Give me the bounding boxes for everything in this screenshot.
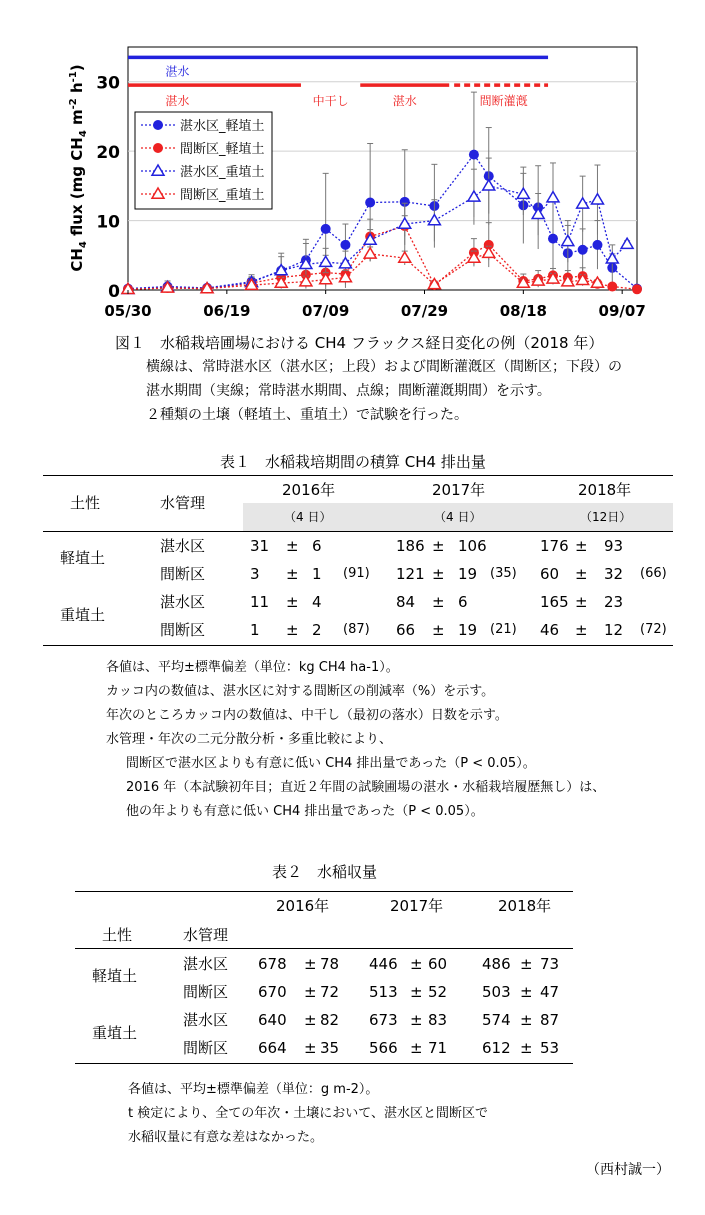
- x-tick-label: 07/09: [302, 302, 350, 320]
- table2-note: 各値は、平均±標準偏差（単位：g m-2）。: [128, 1082, 379, 1097]
- table2-water-label: 間断区: [183, 1039, 229, 1057]
- y-axis-label: $CH_4$ flux (mg $CH_4$ $m^{-2}$ $h^{-1}$): [68, 64, 89, 272]
- table2-sd: 83: [428, 1011, 448, 1029]
- legend-label: 間断区_軽埴土: [180, 142, 265, 157]
- table2-mean: 673: [369, 1011, 398, 1029]
- table2-year-2016: 2016年: [276, 897, 330, 915]
- table1-sd: 32: [604, 565, 624, 583]
- table1-mean: 31: [250, 537, 270, 555]
- data-point: [592, 240, 602, 250]
- x-tick-label: 06/19: [203, 302, 251, 320]
- table2-pm: ±: [410, 983, 423, 1001]
- table2-pm: ±: [410, 1039, 423, 1057]
- table2-sd: 60: [428, 955, 448, 973]
- table1-pm: ±: [575, 593, 588, 611]
- table2-mean: 678: [258, 955, 287, 973]
- data-point: [321, 224, 331, 234]
- table1-pm: ±: [432, 593, 445, 611]
- table2-pm: ±: [410, 1011, 423, 1029]
- table2-mean: 513: [369, 983, 398, 1001]
- table2-sd: 87: [540, 1011, 560, 1029]
- x-tick-label: 05/30: [104, 302, 152, 320]
- table1-water-label: 間断区: [160, 565, 206, 583]
- table1-col-water: 水管理: [160, 494, 206, 512]
- table2-year-2017: 2017年: [390, 897, 444, 915]
- table1-mean: 11: [250, 593, 270, 611]
- table2-sd: 82: [320, 1011, 340, 1029]
- table2-sd: 35: [320, 1039, 340, 1057]
- table1-reduction: (66): [640, 566, 667, 581]
- chart-legend: [135, 112, 272, 209]
- water-period-label: 湛水: [392, 94, 417, 109]
- table1-pm: ±: [286, 593, 299, 611]
- table1-pm: ±: [286, 537, 299, 555]
- table2-sd: 47: [540, 983, 560, 1001]
- table2-note: 水稲収量に有意な差はなかった。: [128, 1130, 324, 1145]
- table1-water-label: 間断区: [160, 621, 206, 639]
- table2-mean: 446: [369, 955, 398, 973]
- table1-mean: 176: [540, 537, 569, 555]
- table1-sd: 1: [312, 565, 322, 583]
- table1-pm: ±: [286, 621, 299, 639]
- table2-pm: ±: [304, 1039, 317, 1057]
- table1-sd: 6: [458, 593, 468, 611]
- table1-mean: 165: [540, 593, 569, 611]
- table1-sd: 19: [458, 621, 478, 639]
- table1-reduction: (35): [490, 566, 517, 581]
- table1-mean: 3: [250, 565, 260, 583]
- table2-pm: ±: [520, 955, 533, 973]
- table2-pm: ±: [410, 955, 423, 973]
- table1-top-rule: [43, 475, 673, 476]
- table1-note: 年次のところカッコ内の数値は、中干し（最初の落水）日数を示す。: [106, 708, 508, 723]
- x-tick-label: 09/07: [598, 302, 646, 320]
- table2-col-water: 水管理: [183, 926, 229, 944]
- table2-pm: ±: [304, 983, 317, 1001]
- table1-sd: 23: [604, 593, 624, 611]
- table2-sd: 53: [540, 1039, 560, 1057]
- table2-mean: 664: [258, 1039, 287, 1057]
- table2-pm: ±: [520, 983, 533, 1001]
- table1-reduction: (21): [490, 622, 517, 637]
- table1-mean: 121: [396, 565, 425, 583]
- table2-sd: 71: [428, 1039, 448, 1057]
- table1-soil-light: 軽埴土: [60, 549, 106, 567]
- table2-sd: 73: [540, 955, 560, 973]
- table1-sd: 93: [604, 537, 624, 555]
- table2-pm: ±: [520, 1011, 533, 1029]
- table1-note: 2016 年（本試験初年目；直近２年間の試験圃場の湛水・水稲栽培履歴無し）は、: [126, 780, 606, 795]
- table1-sd: 19: [458, 565, 478, 583]
- ch4-flux-chart: [0, 0, 705, 330]
- table2-water-label: 間断区: [183, 983, 229, 1001]
- table2-mean: 486: [482, 955, 511, 973]
- table2-pm: ±: [304, 1011, 317, 1029]
- data-point: [365, 198, 375, 208]
- table1-pm: ±: [575, 621, 588, 639]
- legend-label: 湛水区_重埴土: [180, 165, 265, 180]
- table2-mean: 640: [258, 1011, 287, 1029]
- table1-days-2016: （4 日）: [284, 510, 332, 524]
- table1-year-2017: 2017年: [432, 481, 486, 499]
- figure1-note-1: 横線は、常時湛水区（湛水区；上段）および間断灌漑区（間断区；下段）の: [146, 359, 622, 375]
- data-point: [153, 143, 163, 153]
- table1-note: 間断区で湛水区よりも有意に低い CH4 排出量であった（P < 0.05）。: [126, 756, 536, 771]
- table2-water-label: 湛水区: [183, 1011, 229, 1029]
- table1-soil-heavy: 重埴土: [60, 606, 106, 624]
- water-period-label: 間断灌漑: [479, 94, 528, 109]
- table2-mean: 670: [258, 983, 287, 1001]
- table2-soil-heavy: 重埴土: [92, 1024, 138, 1042]
- table1-note: 他の年よりも有意に低い CH4 排出量であった（P < 0.05）。: [126, 804, 484, 819]
- data-point: [548, 234, 558, 244]
- water-period-label: 中干し: [312, 94, 349, 109]
- table1-year-2018: 2018年: [578, 481, 632, 499]
- table1-reduction: (87): [343, 622, 370, 637]
- table1-year-2016: 2016年: [282, 481, 336, 499]
- figure1-note-2: 湛水期間（実線；常時湛水期間、点線；間断灌漑期間）を示す。: [146, 383, 551, 399]
- table1-sd: 2: [312, 621, 322, 639]
- table2-sd: 78: [320, 955, 340, 973]
- table1-sd: 12: [604, 621, 624, 639]
- data-point: [607, 282, 617, 292]
- table1-note: 各値は、平均±標準偏差（単位：kg CH4 ha-1）。: [106, 660, 399, 675]
- table1-col-soil: 土性: [70, 494, 101, 512]
- table1-bottom-rule: [43, 645, 673, 646]
- table2-note: t 検定により、全ての年次・土壌において、湛水区と間断区で: [128, 1106, 488, 1121]
- table2-sd: 72: [320, 983, 340, 1001]
- table2-water-label: 湛水区: [183, 955, 229, 973]
- table2-header-rule: [75, 948, 573, 949]
- table1-sd: 4: [312, 593, 322, 611]
- table1-reduction: (72): [640, 622, 667, 637]
- table1-pm: ±: [432, 537, 445, 555]
- x-tick-label: 07/29: [400, 302, 449, 320]
- y-tick-label: 0: [108, 282, 120, 302]
- table1-note: カッコ内の数値は、湛水区に対する間断区の削減率（%）を示す。: [106, 684, 495, 699]
- table2-bottom-rule: [75, 1063, 573, 1064]
- table1-pm: ±: [432, 621, 445, 639]
- data-point: [469, 150, 479, 160]
- data-point: [340, 240, 350, 250]
- table2-pm: ±: [520, 1039, 533, 1057]
- table2-soil-light: 軽埴土: [92, 967, 138, 985]
- table1-mean: 186: [396, 537, 425, 555]
- table2-top-rule: [75, 891, 573, 892]
- data-point: [578, 245, 588, 255]
- table1-mean: 66: [396, 621, 416, 639]
- table1-days-2018: （12日）: [580, 510, 632, 524]
- x-tick-label: 08/18: [499, 302, 547, 320]
- table2-pm: ±: [304, 955, 317, 973]
- water-period-label: 湛水: [165, 94, 190, 109]
- y-tick-label: 20: [96, 143, 120, 164]
- table1-days-2017: （4 日）: [434, 510, 482, 524]
- legend-label: 湛水区_軽埴土: [180, 119, 265, 134]
- table1-pm: ±: [575, 565, 588, 583]
- table1-mean: 1: [250, 621, 260, 639]
- data-point: [153, 120, 163, 130]
- table1-mean: 84: [396, 593, 416, 611]
- author-credit: （西村誠一）: [586, 1162, 670, 1178]
- table1-mean: 60: [540, 565, 560, 583]
- table1-sd: 106: [458, 537, 487, 555]
- figure1-caption: 図１ 水稲栽培圃場における CH4 フラックス経日変化の例（2018 年）: [115, 334, 604, 352]
- table1-water-label: 湛水区: [160, 593, 206, 611]
- table1-water-label: 湛水区: [160, 537, 206, 555]
- table1-pm: ±: [432, 565, 445, 583]
- table2-mean: 612: [482, 1039, 511, 1057]
- table1-header-rule: [43, 531, 673, 532]
- table2-mean: 503: [482, 983, 511, 1001]
- table2-mean: 566: [369, 1039, 398, 1057]
- y-tick-label: 10: [96, 212, 120, 233]
- figure1-note-3: ２種類の土壌（軽埴土、重埴土）で試験を行った。: [146, 407, 468, 423]
- table1-pm: ±: [575, 537, 588, 555]
- table2-col-soil: 土性: [102, 926, 133, 944]
- y-tick-label: 30: [96, 73, 120, 94]
- table2-year-2018: 2018年: [498, 897, 552, 915]
- table2-sd: 52: [428, 983, 448, 1001]
- table1-note: 水管理・年次の二元分散分析・多重比較により、: [106, 732, 393, 747]
- table1-mean: 46: [540, 621, 560, 639]
- water-period-label: 湛水: [165, 64, 190, 79]
- table1-title: 表１ 水稲栽培期間の積算 CH4 排出量: [220, 453, 486, 471]
- table1-pm: ±: [286, 565, 299, 583]
- data-point: [632, 284, 642, 294]
- table2-title: 表２ 水稲収量: [272, 863, 378, 881]
- legend-label: 間断区_重埴土: [180, 188, 265, 203]
- table1-reduction: (91): [343, 566, 370, 581]
- table1-sd: 6: [312, 537, 322, 555]
- table2-mean: 574: [482, 1011, 511, 1029]
